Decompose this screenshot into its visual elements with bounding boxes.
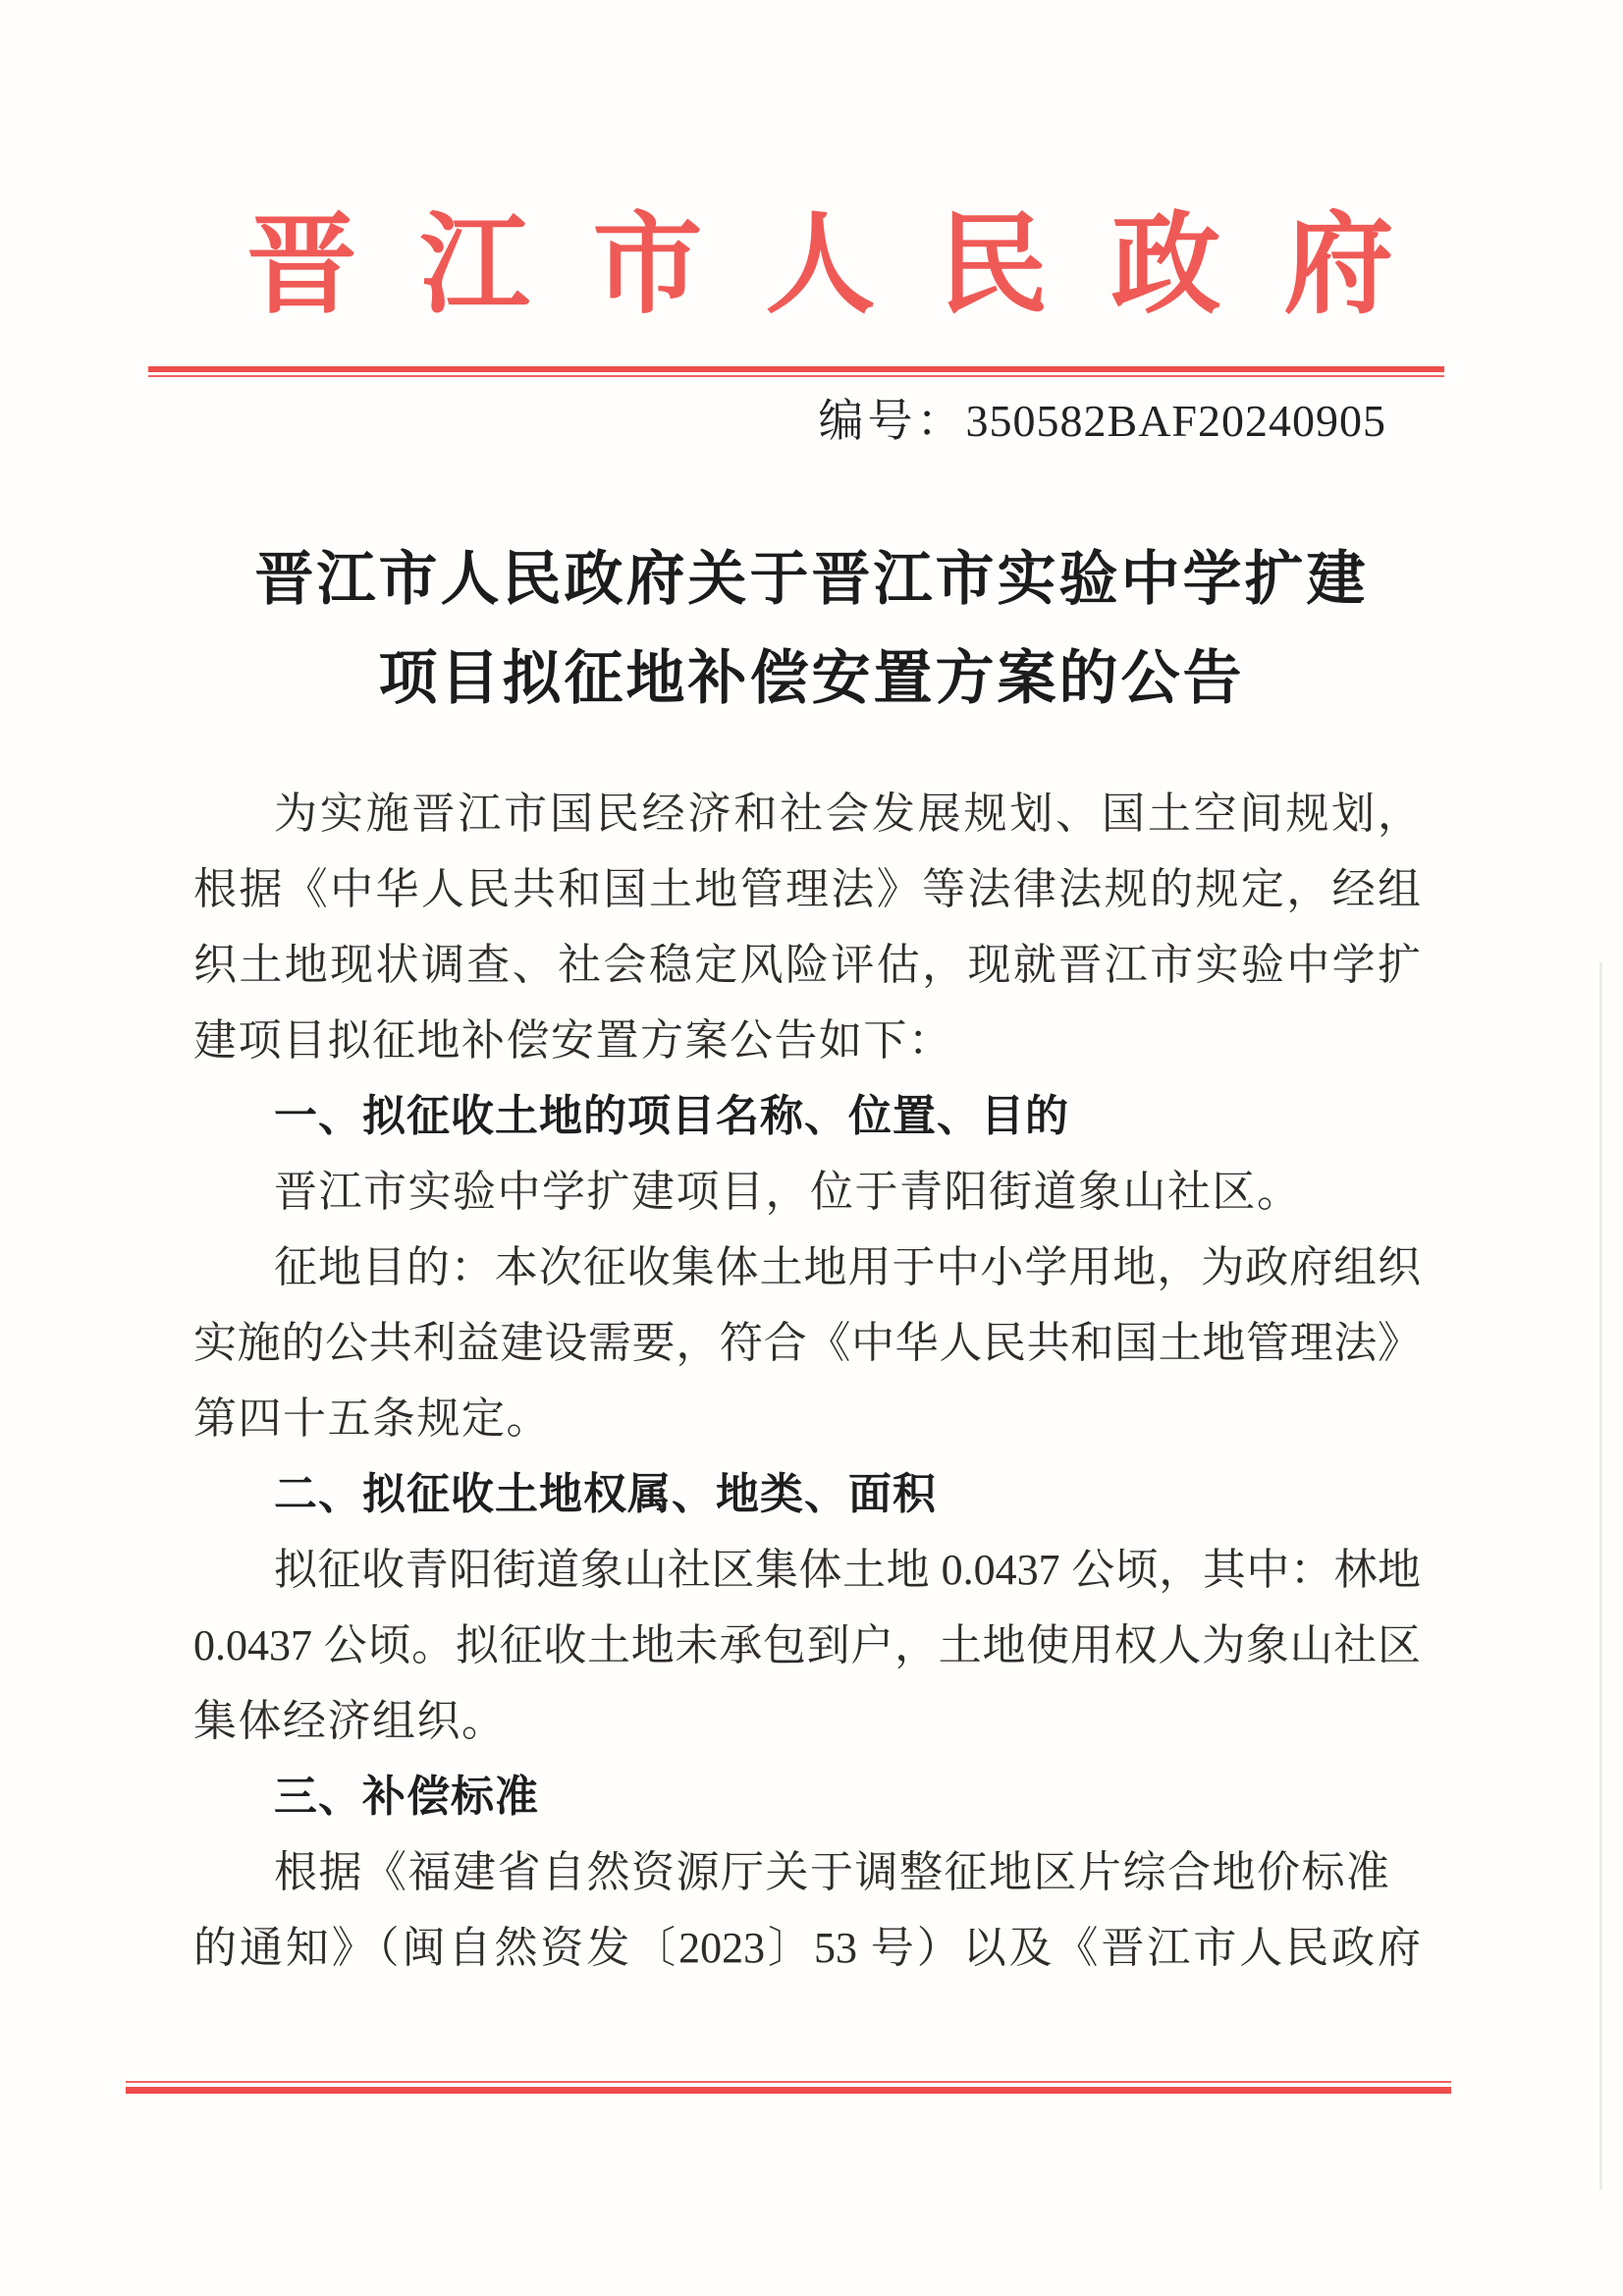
body-section-heading: 三、补偿标准	[274, 1773, 539, 1821]
body-line: 第四十五条规定。	[193, 1394, 551, 1443]
agency-header-title: 晋 江 市 人 民 政 府	[246, 205, 1412, 327]
body-line: 的通知》（闽自然资发〔2023〕53 号）以及《晋江市人民政府	[193, 1924, 1421, 1972]
body-section-heading: 一、拟征收土地的项目名称、位置、目的	[274, 1092, 1069, 1140]
body-line: 建项目拟征地补偿安置方案公告如下：	[193, 1016, 953, 1065]
body-line: 根据《福建省自然资源厅关于调整征地区片综合地价标准	[274, 1848, 1391, 1896]
doc-number-value: 350582BAF20240905	[965, 396, 1386, 446]
body-line: 晋江市实验中学扩建项目，位于青阳街道象山社区。	[274, 1168, 1302, 1216]
document-body	[193, 776, 1421, 1986]
document-title	[0, 530, 1623, 729]
doc-number	[819, 391, 1386, 452]
body-section-heading: 二、拟征收土地权属、地类、面积	[274, 1470, 937, 1518]
title-line-2: 项目拟征地补偿安置方案的公告	[378, 646, 1245, 711]
title-line-1: 晋江市人民政府关于晋江市实验中学扩建	[254, 547, 1369, 612]
scan-artifact-streak	[1599, 962, 1602, 2190]
body-line: 集体经济组织。	[193, 1697, 507, 1745]
body-line: 征地目的：本次征收集体土地用于中小学用地，为政府组织	[274, 1243, 1421, 1291]
header-red-rule	[148, 366, 1444, 377]
doc-number-label: 编号：	[818, 396, 966, 446]
footer-red-rule	[126, 2081, 1451, 2094]
body-line: 为实施晋江市国民经济和社会发展规划、国土空间规划，	[274, 790, 1421, 838]
body-line: 0.0437 公顷。拟征收土地未承包到户，土地使用权人为象山社区	[193, 1621, 1421, 1669]
body-line: 根据《中华人民共和国土地管理法》等法律法规的规定，经组	[193, 865, 1421, 913]
body-line: 实施的公共利益建设需要，符合《中华人民共和国土地管理法》	[193, 1319, 1421, 1367]
body-line: 织土地现状调查、社会稳定风险评估，现就晋江市实验中学扩	[193, 941, 1421, 989]
body-line: 拟征收青阳街道象山社区集体土地 0.0437 公顷，其中：林地	[274, 1546, 1421, 1594]
